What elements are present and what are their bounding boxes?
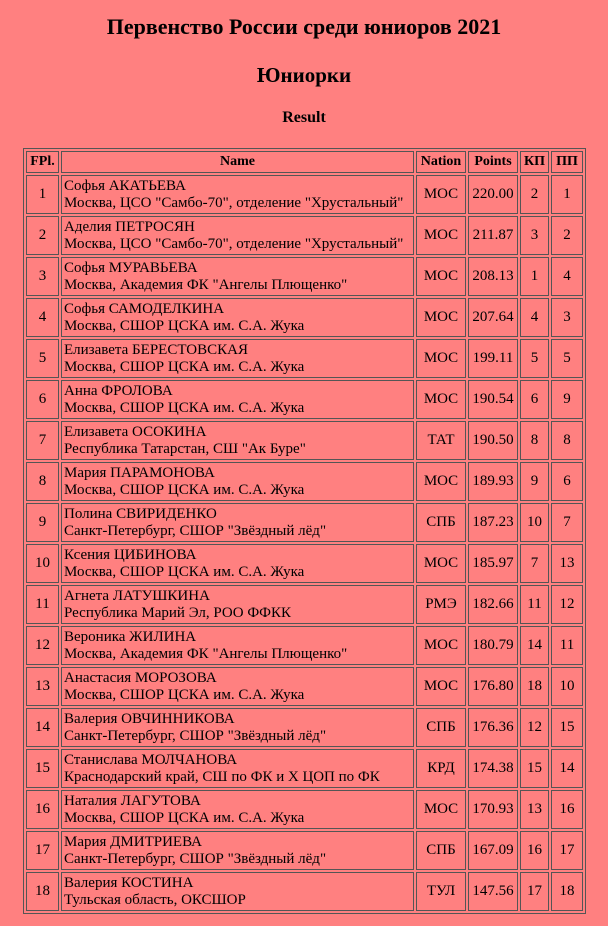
place-cell: 13 [26,667,59,706]
skater-cell [61,175,414,214]
pp-cell: 7 [551,503,583,542]
nation-cell: МОС [416,175,466,214]
table-row [26,175,583,214]
kp-cell: 13 [520,790,549,829]
kp-cell: 11 [520,585,549,624]
skater-cell [61,708,414,747]
nation-cell: МОС [416,667,466,706]
kp-cell: 18 [520,667,549,706]
table-row [26,667,583,706]
place-cell: 10 [26,544,59,583]
skater-name: Валерия КОСТИНА [64,874,194,891]
skater-club: Москва, СШОР ЦСКА им. С.А. Жука [64,317,305,334]
skater-name: Елизавета ОСОКИНА [64,423,207,440]
skater-name: Полина СВИРИДЕНКО [64,505,217,522]
points-cell: 190.50 [468,421,518,460]
skater-club: Москва, СШОР ЦСКА им. С.А. Жука [64,358,305,375]
skater-name: Анна ФРОЛОВА [64,382,173,399]
table-row [26,257,583,296]
skater-cell [61,872,414,911]
table-row [26,380,583,419]
table-row [26,462,583,501]
kp-cell: 14 [520,626,549,665]
col-header-nation: Nation [416,151,466,173]
kp-cell: 7 [520,544,549,583]
skater-name: Валерия ОВЧИННИКОВА [64,710,235,727]
header-row [26,151,583,173]
skater-club: Санкт-Петербург, СШОР "Звёздный лёд" [64,850,327,867]
kp-cell: 8 [520,421,549,460]
skater-name: Наталия ЛАГУТОВА [64,792,201,809]
kp-cell: 6 [520,380,549,419]
col-header-name: Name [61,151,414,173]
place-cell: 8 [26,462,59,501]
skater-cell [61,544,414,583]
skater-club: Москва, СШОР ЦСКА им. С.А. Жука [64,399,305,416]
nation-cell: МОС [416,626,466,665]
table-row [26,503,583,542]
skater-name: Софья МУРАВЬЕВА [64,259,198,276]
place-cell: 2 [26,216,59,255]
table-row [26,749,583,788]
points-cell: 174.38 [468,749,518,788]
skater-club: Москва, Академия ФК "Ангелы Плющенко" [64,645,348,662]
category-heading: Юниорки [256,63,352,87]
kp-cell: 2 [520,175,549,214]
place-cell: 15 [26,749,59,788]
place-cell: 7 [26,421,59,460]
pp-cell: 2 [551,216,583,255]
nation-cell: РМЭ [416,585,466,624]
table-row [26,339,583,378]
points-cell: 167.09 [468,831,518,870]
pp-cell: 12 [551,585,583,624]
nation-cell: СПБ [416,503,466,542]
nation-cell: МОС [416,257,466,296]
skater-name: Софья АКАТЬЕВА [64,177,186,194]
pp-cell: 17 [551,831,583,870]
kp-cell: 12 [520,708,549,747]
pp-cell: 8 [551,421,583,460]
skater-name: Софья САМОДЕЛКИНА [64,300,225,317]
place-cell: 3 [26,257,59,296]
points-cell: 207.64 [468,298,518,337]
page-title: Первенство России среди юниоров 2021 [106,14,502,39]
skater-cell [61,626,414,665]
table-row [26,790,583,829]
pp-cell: 9 [551,380,583,419]
kp-cell: 4 [520,298,549,337]
table-row [26,626,583,665]
table-row [26,421,583,460]
skater-cell [61,257,414,296]
place-cell: 9 [26,503,59,542]
table-row [26,708,583,747]
nation-cell: ТУЛ [416,872,466,911]
place-cell: 11 [26,585,59,624]
pp-cell: 18 [551,872,583,911]
nation-cell: МОС [416,298,466,337]
skater-club: Москва, Академия ФК "Ангелы Плющенко" [64,276,348,293]
points-cell: 190.54 [468,380,518,419]
nation-cell: КРД [416,749,466,788]
place-cell: 17 [26,831,59,870]
col-header-place: FPl. [26,151,59,173]
place-cell: 14 [26,708,59,747]
skater-cell [61,380,414,419]
col-header-pp: ПП [551,151,583,173]
skater-cell [61,339,414,378]
skater-club: Москва, СШОР ЦСКА им. С.А. Жука [64,686,305,703]
kp-cell: 17 [520,872,549,911]
skater-club: Москва, СШОР ЦСКА им. С.А. Жука [64,563,305,580]
place-cell: 12 [26,626,59,665]
place-cell: 4 [26,298,59,337]
skater-club: Санкт-Петербург, СШОР "Звёздный лёд" [64,727,327,744]
col-header-points: Points [468,151,518,173]
place-cell: 1 [26,175,59,214]
skater-cell [61,585,414,624]
table-row [26,544,583,583]
skater-cell [61,462,414,501]
pp-cell: 1 [551,175,583,214]
nation-cell: СПБ [416,708,466,747]
place-cell: 6 [26,380,59,419]
skater-club: Москва, ЦСО "Самбо-70", отделение "Хрустальный" [64,194,404,211]
skater-name: Ксения ЦИБИНОВА [64,546,197,563]
points-cell: 199.11 [468,339,518,378]
skater-cell [61,667,414,706]
table-row [26,585,583,624]
place-cell: 5 [26,339,59,378]
results-table [23,148,586,914]
kp-cell: 3 [520,216,549,255]
kp-cell: 15 [520,749,549,788]
points-cell: 182.66 [468,585,518,624]
nation-cell: МОС [416,544,466,583]
kp-cell: 9 [520,462,549,501]
skater-cell [61,790,414,829]
kp-cell: 5 [520,339,549,378]
kp-cell: 16 [520,831,549,870]
nation-cell: МОС [416,216,466,255]
nation-cell: ТАТ [416,421,466,460]
table-row [26,831,583,870]
nation-cell: МОС [416,339,466,378]
points-cell: 176.80 [468,667,518,706]
kp-cell: 10 [520,503,549,542]
place-cell: 16 [26,790,59,829]
skater-name: Елизавета БЕРЕСТОВСКАЯ [64,341,248,358]
skater-name: Аделия ПЕТРОСЯН [64,218,195,235]
skater-name: Мария ПАРАМОНОВА [64,464,215,481]
points-cell: 187.23 [468,503,518,542]
pp-cell: 10 [551,667,583,706]
points-cell: 180.79 [468,626,518,665]
pp-cell: 13 [551,544,583,583]
pp-cell: 3 [551,298,583,337]
skater-name: Агнета ЛАТУШКИНА [64,587,210,604]
table-row [26,216,583,255]
pp-cell: 4 [551,257,583,296]
skater-cell [61,831,414,870]
pp-cell: 6 [551,462,583,501]
pp-cell: 16 [551,790,583,829]
col-header-kp: КП [520,151,549,173]
nation-cell: МОС [416,380,466,419]
pp-cell: 5 [551,339,583,378]
skater-club: Москва, ЦСО "Самбо-70", отделение "Хрустальный" [64,235,404,252]
skater-cell [61,216,414,255]
skater-club: Тульская область, ОКСШОР [64,891,246,908]
table-row [26,872,583,911]
kp-cell: 1 [520,257,549,296]
skater-name: Анастасия МОРОЗОВА [64,669,217,686]
points-cell: 220.00 [468,175,518,214]
points-cell: 147.56 [468,872,518,911]
points-cell: 211.87 [468,216,518,255]
skater-club: Санкт-Петербург, СШОР "Звёздный лёд" [64,522,327,539]
skater-club: Краснодарский край, СШ по ФК и Х ЦОП по ФК [64,768,380,785]
points-cell: 185.97 [468,544,518,583]
points-cell: 170.93 [468,790,518,829]
skater-club: Республика Марий Эл, РОО ФФКК [64,604,292,621]
skater-name: Станислава МОЛЧАНОВА [64,751,238,768]
skater-club: Москва, СШОР ЦСКА им. С.А. Жука [64,809,305,826]
section-heading: Result [282,109,326,126]
points-cell: 208.13 [468,257,518,296]
pp-cell: 11 [551,626,583,665]
skater-cell [61,421,414,460]
skater-club: Москва, СШОР ЦСКА им. С.А. Жука [64,481,305,498]
skater-cell [61,298,414,337]
pp-cell: 15 [551,708,583,747]
points-cell: 176.36 [468,708,518,747]
place-cell: 18 [26,872,59,911]
points-cell: 189.93 [468,462,518,501]
pp-cell: 14 [551,749,583,788]
skater-name: Вероника ЖИЛИНА [64,628,197,645]
nation-cell: МОС [416,462,466,501]
skater-cell [61,749,414,788]
table-row [26,298,583,337]
skater-cell [61,503,414,542]
nation-cell: СПБ [416,831,466,870]
skater-name: Мария ДМИТРИЕВА [64,833,202,850]
skater-club: Республика Татарстан, СШ "Ак Буре" [64,440,306,457]
nation-cell: МОС [416,790,466,829]
